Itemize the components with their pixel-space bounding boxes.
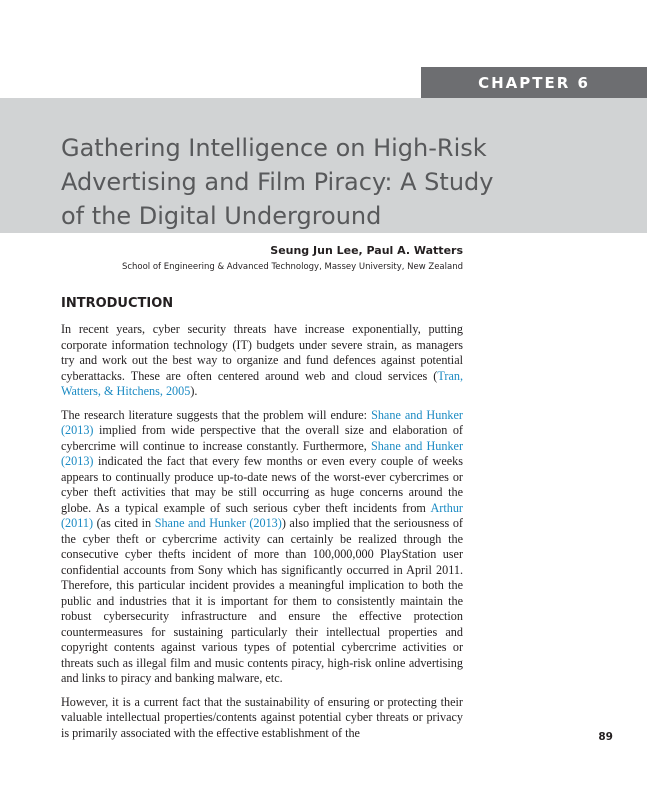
citation-link[interactable]: Arthur (2011) (61, 500, 463, 530)
paragraph-text: ). (190, 384, 198, 398)
title-line-1: Gathering Intelligence on High-Risk (61, 134, 487, 162)
affiliation: School of Engineering & Advanced Technology, Massey University, New Zealand (121, 262, 463, 272)
citation-link[interactable]: Shane and Hunker (2013) (61, 407, 463, 437)
paragraph-text: In recent years, cyber security threats have increase exponentially, putting corporate information technology (IT) budgets under severe strain, as managers try and work out the best way to organize and fund defences against potential cyberattacks. These are often centered around web and cloud services ( (61, 322, 463, 383)
authors: Seung Jun Lee, Paul A. Watters (270, 244, 463, 257)
chapter-title (61, 131, 581, 233)
citation-link[interactable]: Shane and Hunker (2013) (61, 438, 464, 468)
citation-link[interactable]: Tran, Watters, & Hitchens, 2005 (61, 368, 463, 398)
paragraph-text: (as cited in (93, 516, 155, 530)
chapter-label: CHAPTER 6 (421, 67, 647, 98)
paragraph-2 (61, 408, 463, 687)
paragraph-text: implied from wide perspective that the overall size and elaboration of cybercrime will continue to increase constantly. Furthermore, (61, 423, 463, 453)
paragraph-text: The research literature suggests that the problem will endure: (61, 407, 372, 422)
citation-link[interactable]: Shane and Hunker (2013) (154, 516, 282, 530)
paragraph-text: ) also implied that the seriousness of the cyber theft or cybercrime activity can certainly be realized through the consecutive cyber thefts incident of more than 100,000,000 PlayStation user confidential accounts from Sony which has significantly occurred in April 2011. Therefore, this particular incident provides a meaningful implication to both the public and industries that it is important for them to consistently maintain the robust cybersecurity infrastructure and ensure the effective protection countermeasures for sustaining particularly their intellectual properties and copyright contents against various types of potential cybercrime activities or threats such as illegal film and music contents piracy, high-risk online advertising and links to piracy and banking malware, etc. (61, 516, 463, 685)
paragraph-3 (61, 695, 463, 742)
page-number: 89 (598, 731, 613, 743)
body-text (61, 322, 463, 749)
paragraph-text: indicated the fact that every few months or even every couple of weeks appears to continually produce up-to-date news of the worst-ever cybercrimes or cyber theft activities that may be still occurring as huge concerns around the globe. As a typical example of such serious cyber theft incidents from (61, 454, 463, 515)
paragraph-text: However, it is a current fact that the sustainability of ensuring or protecting their valuable intellectual properties/contents against potential cyber threats or privacy is primarily associated with the effective establishment of the (61, 694, 463, 740)
title-line-3: of the Digital Underground (61, 202, 382, 230)
title-line-2: Advertising and Film Piracy: A Study (61, 168, 494, 196)
paragraph-1 (61, 322, 463, 400)
section-heading: INTRODUCTION (61, 296, 174, 311)
